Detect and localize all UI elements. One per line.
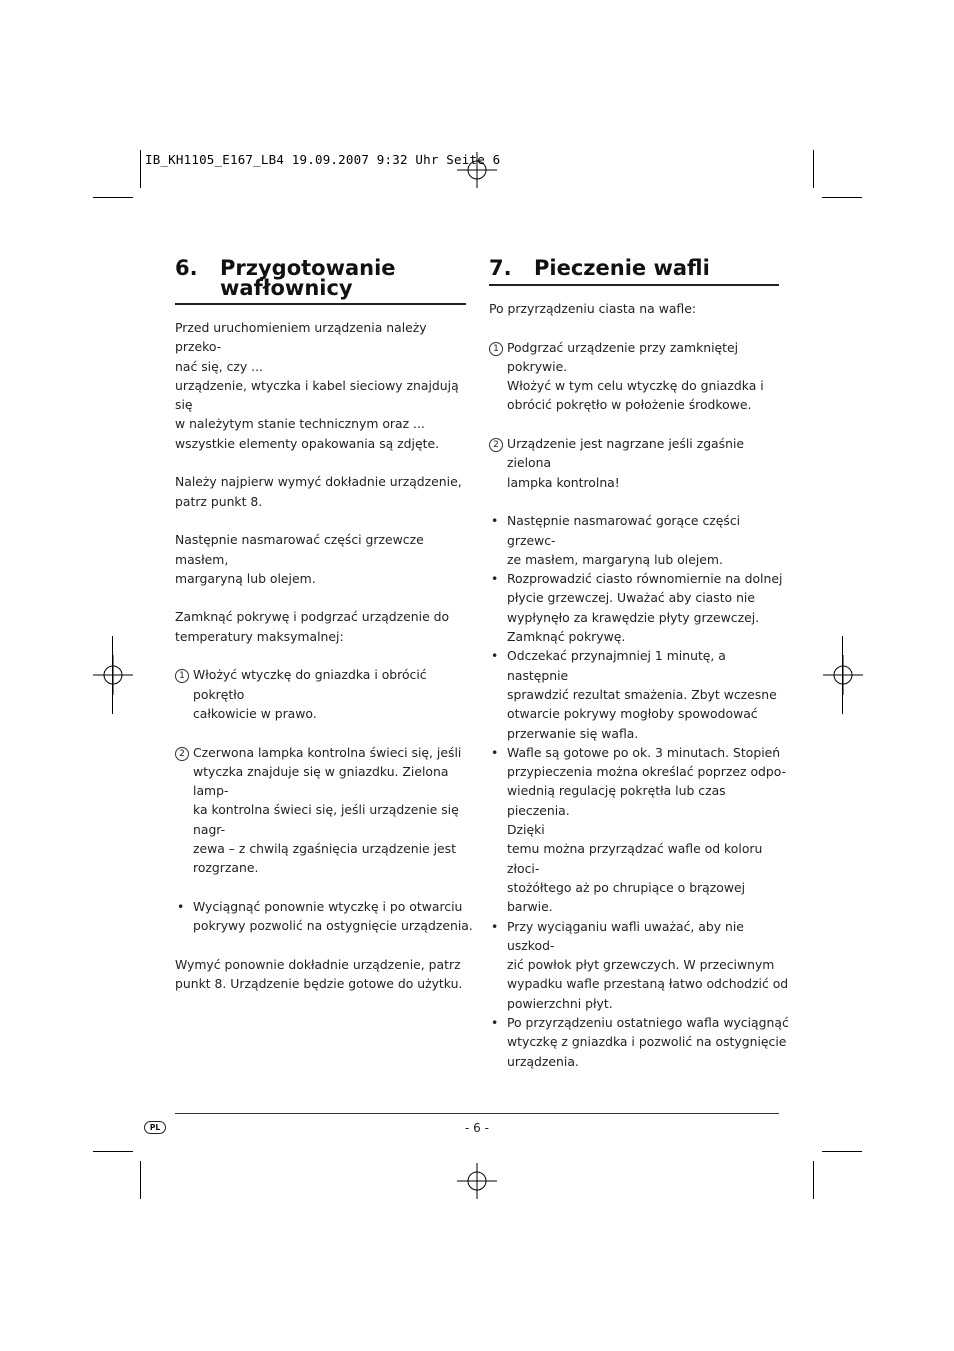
section-7-heading bbox=[489, 258, 789, 282]
bullet-item bbox=[489, 646, 789, 742]
text-line: Odczekać przynajmniej 1 minutę, a następnie bbox=[507, 648, 726, 683]
section-title-line1: Przygotowanie bbox=[220, 256, 396, 280]
page-number: - 6 - bbox=[465, 1121, 489, 1135]
step-number-icon: 2 bbox=[489, 438, 503, 452]
text-line: margaryną lub olejem. bbox=[175, 570, 316, 586]
text-line: nać się, czy ... bbox=[175, 358, 263, 374]
crop-mark bbox=[813, 1161, 814, 1199]
text-line: Przy wyciąganiu wafli uważać, aby nie uszkod- bbox=[507, 918, 744, 953]
text-line: wypłynęło za krawędzie płyty grzewczej. bbox=[507, 609, 760, 625]
registration-mark-icon bbox=[457, 150, 497, 190]
bullet-icon: • bbox=[491, 513, 499, 529]
paragraph bbox=[175, 530, 475, 588]
text-line: Rozprowadzić ciasto równomiernie na dolnej bbox=[507, 571, 783, 587]
section-6-body bbox=[175, 318, 475, 993]
bullet-item bbox=[489, 1013, 789, 1071]
text-line: Podgrzać urządzenie przy zamkniętej pokrywie. bbox=[507, 339, 739, 374]
text-line: wtyczka znajduje się w gniazdku. Zielona lamp- bbox=[193, 763, 449, 799]
section-number: 6. bbox=[175, 256, 198, 280]
section-6-heading bbox=[175, 258, 475, 300]
text-line: przypieczenia można określać poprzez odpo- bbox=[507, 764, 787, 780]
step-1 bbox=[175, 665, 475, 723]
text-line: Wymyć ponownie dokładnie urządzenie, patrz bbox=[175, 956, 461, 972]
text-line: otwarcie pokrywy mogłoby spowodować bbox=[507, 706, 758, 722]
paragraph bbox=[175, 318, 475, 453]
text-line: Wafle są gotowe po ok. 3 minutach. Stopień bbox=[507, 744, 781, 760]
crop-mark bbox=[822, 197, 862, 198]
paragraph bbox=[175, 955, 475, 994]
bullet-item bbox=[489, 569, 789, 646]
text-line: patrz punkt 8. bbox=[175, 493, 263, 509]
section-title-line2: wafłownicy bbox=[220, 276, 353, 300]
text-line: temu można przyrządzać wafle od koloru złoci- bbox=[507, 841, 763, 876]
section-number: 7. bbox=[489, 256, 512, 280]
bullet-icon: • bbox=[491, 648, 499, 664]
text-line: Dzięki bbox=[507, 822, 545, 838]
registration-mark-icon bbox=[457, 1161, 497, 1201]
crop-mark bbox=[822, 1151, 862, 1152]
language-badge: PL bbox=[144, 1121, 166, 1134]
section-7-rule bbox=[489, 284, 779, 286]
section-title: Pieczenie wafli bbox=[534, 256, 710, 280]
text-line: sprawdzić rezultat smażenia. Zbyt wczesne bbox=[507, 686, 777, 702]
crop-mark bbox=[112, 636, 113, 714]
registration-mark-icon bbox=[93, 655, 133, 695]
text-line: lampka kontrolna! bbox=[507, 474, 620, 490]
crop-mark bbox=[813, 150, 814, 188]
paragraph bbox=[175, 607, 475, 646]
text-line: pokrywy pozwolić na ostygnięcie urządzenia. bbox=[193, 918, 473, 934]
print-header: IB_KH1105_E167_LB4 19.09.2007 9:32 Uhr Seite 6 bbox=[145, 152, 501, 167]
step-number-icon: 1 bbox=[175, 669, 189, 683]
text-line: Po przyrządzeniu ciasta na wafle: bbox=[489, 301, 697, 316]
text-line: Zamknąć pokrywę i podgrzać urządzenie do bbox=[175, 609, 450, 625]
text-line: wypadku wafle przestaną łatwo odchodzić od bbox=[507, 976, 789, 992]
bullet-item bbox=[175, 897, 475, 936]
text-line: Następnie nasmarować gorące części grzewc- bbox=[507, 513, 741, 548]
bullet-icon: • bbox=[491, 744, 499, 760]
crop-mark bbox=[93, 1151, 133, 1152]
text-line: ze masłem, margaryną lub olejem. bbox=[507, 551, 723, 567]
text-line: Po przyrządzeniu ostatniego wafla wyciągnąć bbox=[507, 1014, 789, 1030]
bullet-icon: • bbox=[491, 1014, 499, 1030]
registration-mark-icon bbox=[823, 655, 863, 695]
bullet-item bbox=[489, 917, 789, 1013]
step-2 bbox=[175, 743, 475, 878]
text-line: Czerwona lampka kontrolna świeci się, jeśli bbox=[193, 744, 462, 760]
step-number-icon: 2 bbox=[175, 747, 189, 761]
crop-mark bbox=[842, 636, 843, 714]
text-line: temperatury maksymalnej: bbox=[175, 628, 344, 644]
text-line: Urządzenie jest nagrzane jeśli zgaśnie zielona bbox=[507, 436, 745, 471]
text-line: urządzenie, wtyczka i kabel sieciowy znajdują się bbox=[175, 377, 459, 413]
text-line: Zamknąć pokrywę. bbox=[507, 629, 626, 645]
text-line: płycie grzewczej. Uważać aby ciasto nie bbox=[507, 590, 755, 606]
bullet-item bbox=[489, 511, 789, 569]
text-line: Wyciągnąć ponownie wtyczkę i po otwarciu bbox=[193, 898, 463, 914]
bullet-icon: • bbox=[491, 918, 499, 934]
text-line: wtyczkę z gniazdka i pozwolić na ostygnięcie bbox=[507, 1034, 787, 1050]
text-line: zić powłok płyt grzewczych. W przeciwnym bbox=[507, 957, 775, 973]
text-line: ka kontrolna świeci się, jeśli urządzenie się nagr- bbox=[193, 802, 459, 837]
crop-mark bbox=[140, 150, 141, 188]
text-line: wszystkie elementy opakowania są zdjęte. bbox=[175, 435, 440, 451]
text-line: w należytym stanie technicznym oraz ... bbox=[175, 416, 425, 432]
step-2 bbox=[489, 434, 789, 492]
text-line: punkt 8. Urządzenie będzie gotowe do użytku. bbox=[175, 976, 463, 992]
crop-mark bbox=[93, 197, 133, 198]
text-line: przerwanie się wafla. bbox=[507, 725, 639, 741]
text-line: wiednią regulację pokrętła lub czas pieczenia. bbox=[507, 783, 726, 818]
text-line: Włożyć w tym celu wtyczkę do gniazdka i bbox=[507, 378, 764, 394]
step-1 bbox=[489, 338, 789, 415]
text-line: Następnie nasmarować części grzewcze masłem, bbox=[175, 532, 424, 567]
step-number-icon: 1 bbox=[489, 342, 503, 356]
text-line: powierzchni płyt. bbox=[507, 995, 613, 1011]
text-line: całkowicie w prawo. bbox=[193, 705, 317, 721]
text-line: Włożyć wtyczkę do gniazdka i obrócić pokrętło bbox=[193, 667, 427, 702]
text-line: rozgrzane. bbox=[193, 860, 259, 876]
text-line: urządzenia. bbox=[507, 1053, 579, 1069]
bullet-icon: • bbox=[177, 898, 185, 914]
text-line: stożółtego aż po chrupiące o brązowej barwie. bbox=[507, 879, 746, 915]
footer-rule bbox=[175, 1113, 779, 1114]
paragraph bbox=[175, 472, 475, 511]
crop-mark bbox=[140, 1161, 141, 1199]
section-7-body bbox=[489, 299, 789, 1071]
text-line: zewa – z chwilą zgaśnięcia urządzenie jest bbox=[193, 841, 456, 857]
section-6-rule bbox=[175, 303, 466, 305]
bullet-icon: • bbox=[491, 571, 499, 587]
text-line: Należy najpierw wymyć dokładnie urządzenie, bbox=[175, 474, 462, 490]
text-line: obrócić pokrętło w położenie środkowe. bbox=[507, 397, 752, 413]
bullet-item bbox=[489, 743, 789, 917]
text-line: Przed uruchomieniem urządzenia należy przeko- bbox=[175, 320, 427, 355]
